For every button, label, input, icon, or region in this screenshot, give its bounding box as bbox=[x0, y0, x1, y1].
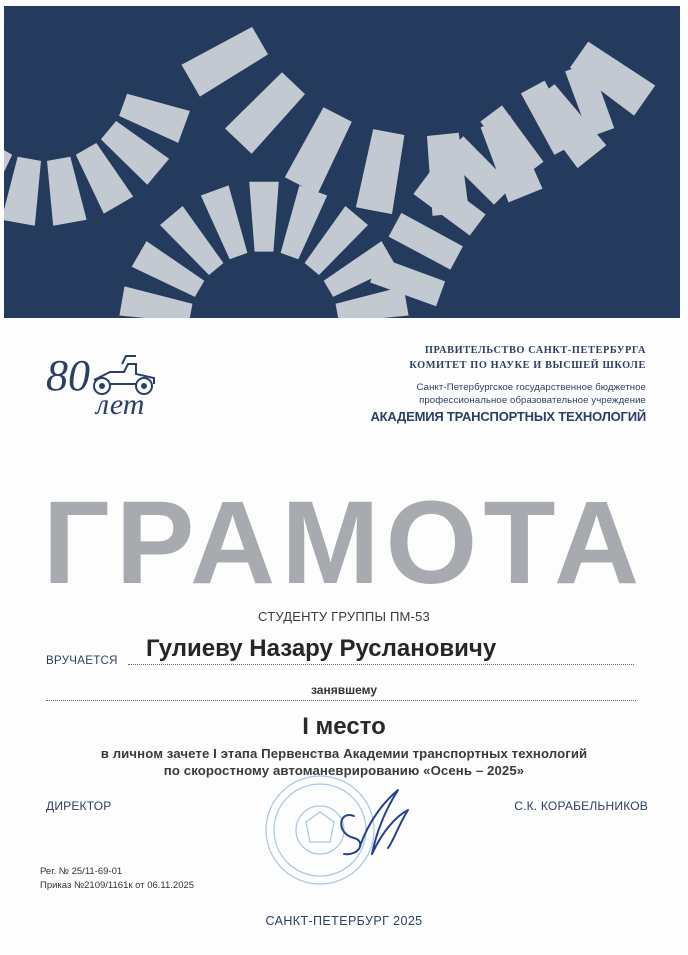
header-banner bbox=[4, 6, 680, 318]
official-stamp bbox=[258, 768, 418, 890]
banner-tile bbox=[4, 157, 41, 226]
logo-number: 80 bbox=[46, 351, 90, 400]
city-year: САНКТ-ПЕТЕРБУРГ 2025 bbox=[265, 914, 423, 928]
registration-number: Рег. № 25/11-69-01 bbox=[40, 866, 123, 877]
director-name: С.К. КОРАБЕЛЬНИКОВ bbox=[514, 799, 648, 813]
anniversary-logo bbox=[44, 346, 176, 418]
director-label: ДИРЕКТОР bbox=[46, 799, 112, 813]
logo-word: лет bbox=[96, 388, 145, 418]
recipient-dotted-line bbox=[128, 664, 634, 665]
award-label: ВРУЧАЕТСЯ bbox=[46, 655, 118, 667]
place-title: I место bbox=[302, 713, 386, 740]
occupied-text: занявшему bbox=[310, 683, 378, 697]
recipient-name: Гулиеву Назару Руслановичу bbox=[146, 635, 497, 662]
institution-line-1: Санкт-Петербургское государственное бюджетное bbox=[416, 382, 646, 393]
banner-tile bbox=[47, 157, 87, 226]
banner-tile bbox=[225, 72, 305, 154]
description-line-2: по скоростному автоманеврированию «Осень – 2025» bbox=[163, 763, 525, 778]
institution-name: АКАДЕМИЯ ТРАНСПОРТНЫХ ТЕХНОЛОГИЙ bbox=[370, 409, 646, 424]
government-block bbox=[409, 343, 646, 373]
certificate-title: ГРАМОТА bbox=[42, 477, 646, 609]
banner-tile bbox=[356, 129, 405, 214]
institution-line-2: профессиональное образовательное учреждение bbox=[419, 394, 646, 406]
banner-tile bbox=[285, 107, 352, 194]
banner-tile bbox=[182, 27, 269, 97]
order-number: Приказ №2109/1161к от 06.11.2025 bbox=[40, 880, 195, 891]
addressee: СТУДЕНТУ ГРУППЫ ПМ-53 bbox=[258, 609, 430, 624]
description-line-1: в личном зачете I этапа Первенства Академии транспортных технологий bbox=[100, 746, 588, 761]
signature-icon bbox=[341, 790, 408, 854]
institution-block bbox=[370, 382, 646, 424]
government-name: ПРАВИТЕЛЬСТВО САНКТ-ПЕТЕРБУРГА bbox=[424, 345, 646, 356]
wheel-pattern bbox=[4, 6, 680, 318]
dotted-line-2 bbox=[46, 700, 636, 701]
banner-tile bbox=[119, 286, 192, 318]
committee-name: КОМИТЕТ ПО НАУКЕ И ВЫСШЕЙ ШКОЛЕ bbox=[409, 360, 646, 371]
banner-tile bbox=[249, 182, 279, 252]
